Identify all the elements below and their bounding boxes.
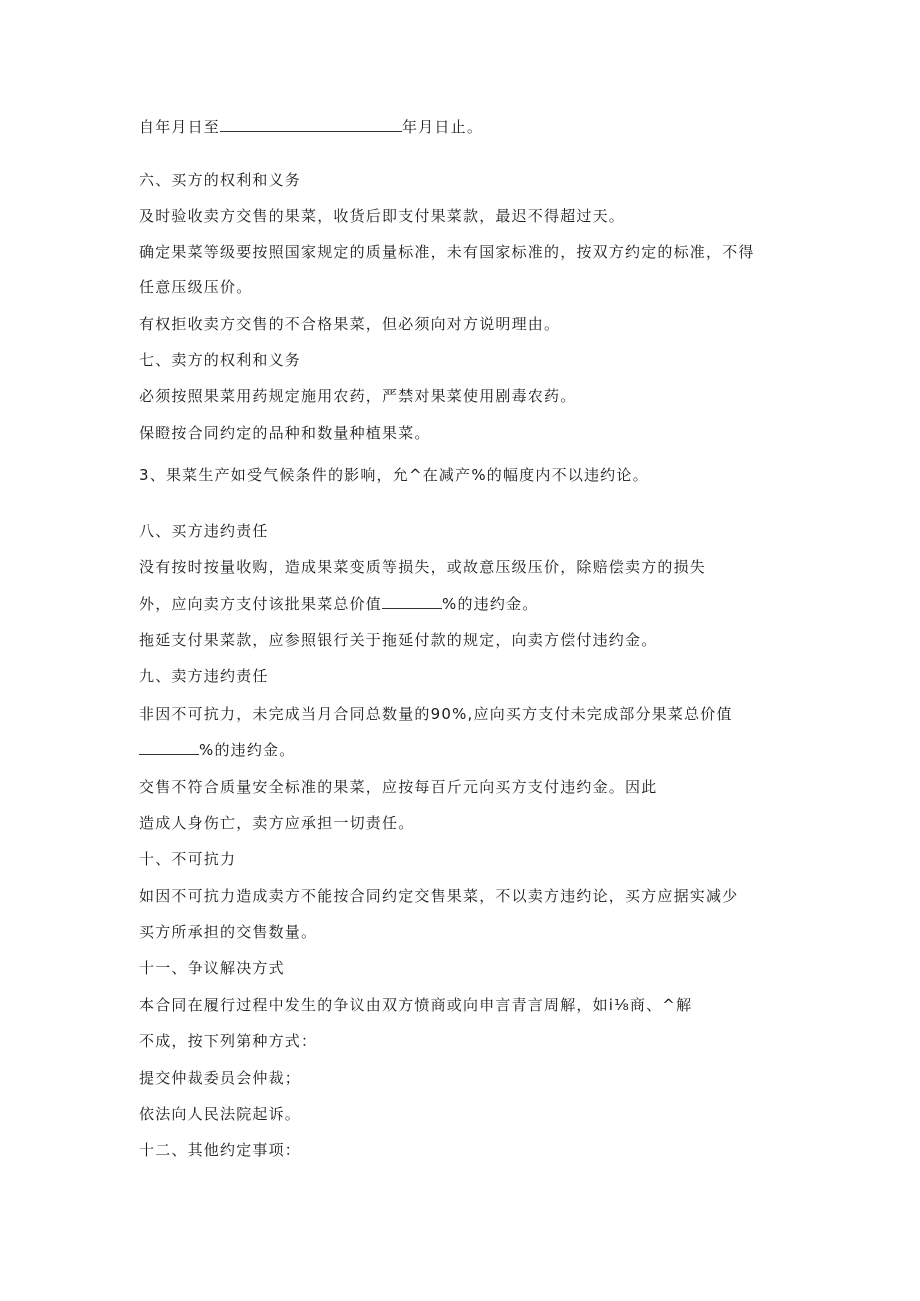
paragraph: 造成人身伤亡，卖方应承担一切责任。 <box>139 814 415 832</box>
paragraph: 有权拒收卖方交售的不合格果菜，但必须向对方说明理由。 <box>139 315 561 333</box>
term-date-blank <box>220 117 402 132</box>
paragraph: 不成，按下列第种方式： <box>139 1032 318 1050</box>
paragraph: 交售不符合质量安全标准的果菜，应按每百斤元向买方支付违约金。因此 <box>139 778 658 796</box>
penalty-text: 外，应向卖方支付该批果菜总价值 <box>139 595 383 613</box>
paragraph <box>139 740 295 760</box>
penalty-percent-blank <box>382 594 442 609</box>
option-litigation: 依法向人民法院起诉。 <box>139 1105 302 1123</box>
option-arbitration: 提交仲裁委员会仲裁； <box>139 1069 302 1087</box>
paragraph: 3、果菜生产如受气候条件的影响，允^在减产%的幅度内不以违约论。 <box>139 466 649 484</box>
paragraph: 非因不可抗力，未完成当月合同总数量的90%,应向买方支付未完成部分果菜总价值 <box>139 705 733 723</box>
paragraph: 保瞪按合同约定的品种和数量种植果菜。 <box>139 424 431 442</box>
paragraph: 必须按照果菜用药规定施用农药，严禁对果菜使用剧毒农药。 <box>139 387 577 405</box>
paragraph: 确定果菜等级要按照国家规定的质量标准，未有国家标准的，按双方约定的标准，不得 <box>139 243 755 261</box>
section-heading: 九、卖方违约责任 <box>139 667 269 685</box>
paragraph: 及时验收卖方交售的果菜，收货后即支付果菜款，最迟不得超过天。 <box>139 207 626 225</box>
section-heading: 六、买方的权利和义务 <box>139 171 302 189</box>
section-heading: 八、买方违约责任 <box>139 522 269 540</box>
term-end-text: 年月日止。 <box>402 118 484 136</box>
section-heading: 十一、争议解决方式 <box>139 959 285 977</box>
penalty-text-end: %的违约金。 <box>199 741 296 759</box>
paragraph: 本合同在履行过程中发生的争议由双方愤商或向申言青言周解，如i⅛商、^解 <box>139 996 693 1014</box>
penalty-percent-blank <box>139 740 199 755</box>
paragraph: 任意压级压价。 <box>139 278 253 296</box>
paragraph: 没有按时按量收购，造成果菜变质等损失，或故意压级压价，除赔偿卖方的损失 <box>139 558 707 576</box>
paragraph: 买方所承担的交售数量。 <box>139 923 318 941</box>
section-heading: 七、卖方的权利和义务 <box>139 351 302 369</box>
term-start-text: 自年月日至 <box>139 118 221 136</box>
section-heading: 十、不可抗力 <box>139 850 237 868</box>
paragraph: 拖延支付果菜款，应参照银行关于拖延付款的规定，向卖方偿付违约金。 <box>139 631 658 649</box>
penalty-text-end: %的违约金。 <box>442 595 539 613</box>
paragraph: 如因不可抗力造成卖方不能按合同约定交售果菜，不以卖方违约论，买方应据实减少 <box>139 887 739 905</box>
contract-term-line <box>139 117 483 137</box>
paragraph <box>139 594 538 614</box>
section-heading: 十二、其他约定事项： <box>139 1141 302 1159</box>
